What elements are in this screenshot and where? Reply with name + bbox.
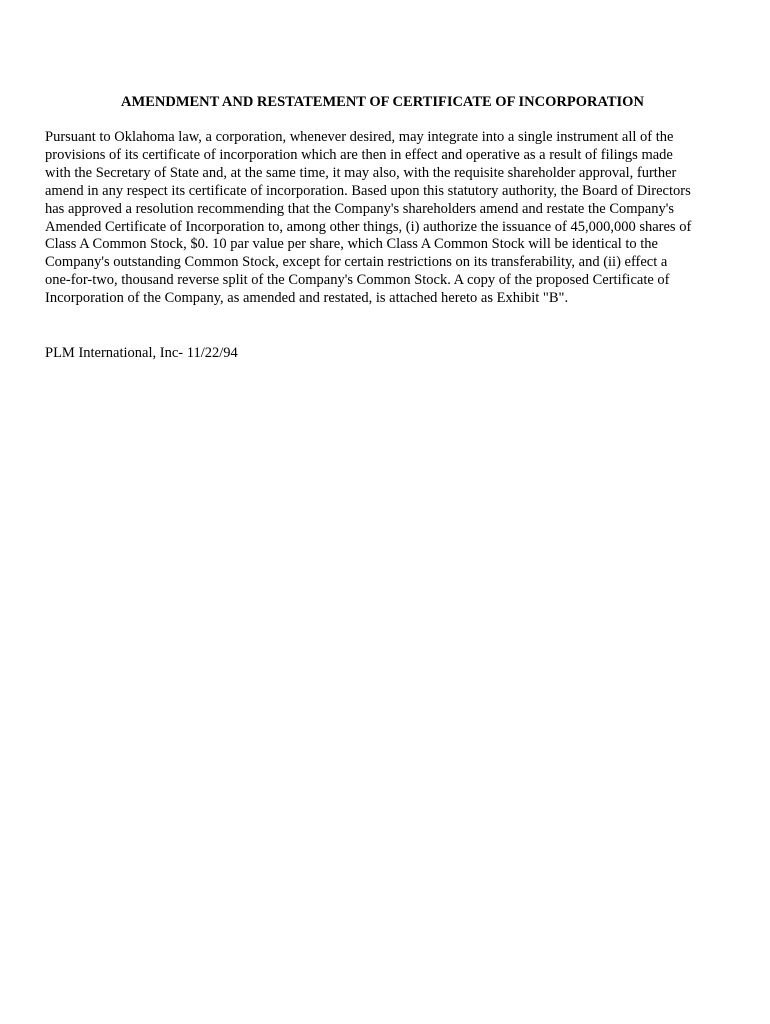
paragraph-line: Incorporation of the Company, as amended and restated, is attached hereto as Exhibit "B".	[45, 290, 569, 307]
paragraph-line: Pursuant to Oklahoma law, a corporation, whenever desired, may integrate into a single instrument all of the	[45, 129, 674, 145]
paragraph-line: provisions of its certificate of incorporation which are then in effect and operative as a result of filings made	[45, 146, 673, 163]
paragraph-line: Class A Common Stock, $0. 10 par value per share, which Class A Common Stock will be identical to the	[45, 236, 658, 253]
body-paragraph	[45, 129, 735, 308]
paragraph-line: with the Secretary of State and, at the same time, it may also, with the requisite shareholder approval, further	[45, 164, 677, 181]
paragraph-line: amend in any respect its certificate of incorporation. Based upon this statutory authority, the Board of Directors	[45, 182, 691, 199]
document-footer: PLM International, Inc- 11/22/94	[45, 345, 238, 361]
paragraph-line: has approved a resolution recommending that the Company's shareholders amend and restate the Company's	[45, 200, 674, 217]
paragraph-line: one-for-two, thousand reverse split of the Company's Common Stock. A copy of the proposed Certificate of	[45, 272, 670, 289]
paragraph-line: Amended Certificate of Incorporation to, among other things, (i) authorize the issuance of 45,000,000 shares of	[45, 218, 692, 235]
paragraph-line: Company's outstanding Common Stock, except for certain restrictions on its transferability, and (ii) effect a	[45, 254, 668, 271]
document-title: AMENDMENT AND RESTATEMENT OF CERTIFICATE OF INCORPORATION	[121, 94, 644, 110]
